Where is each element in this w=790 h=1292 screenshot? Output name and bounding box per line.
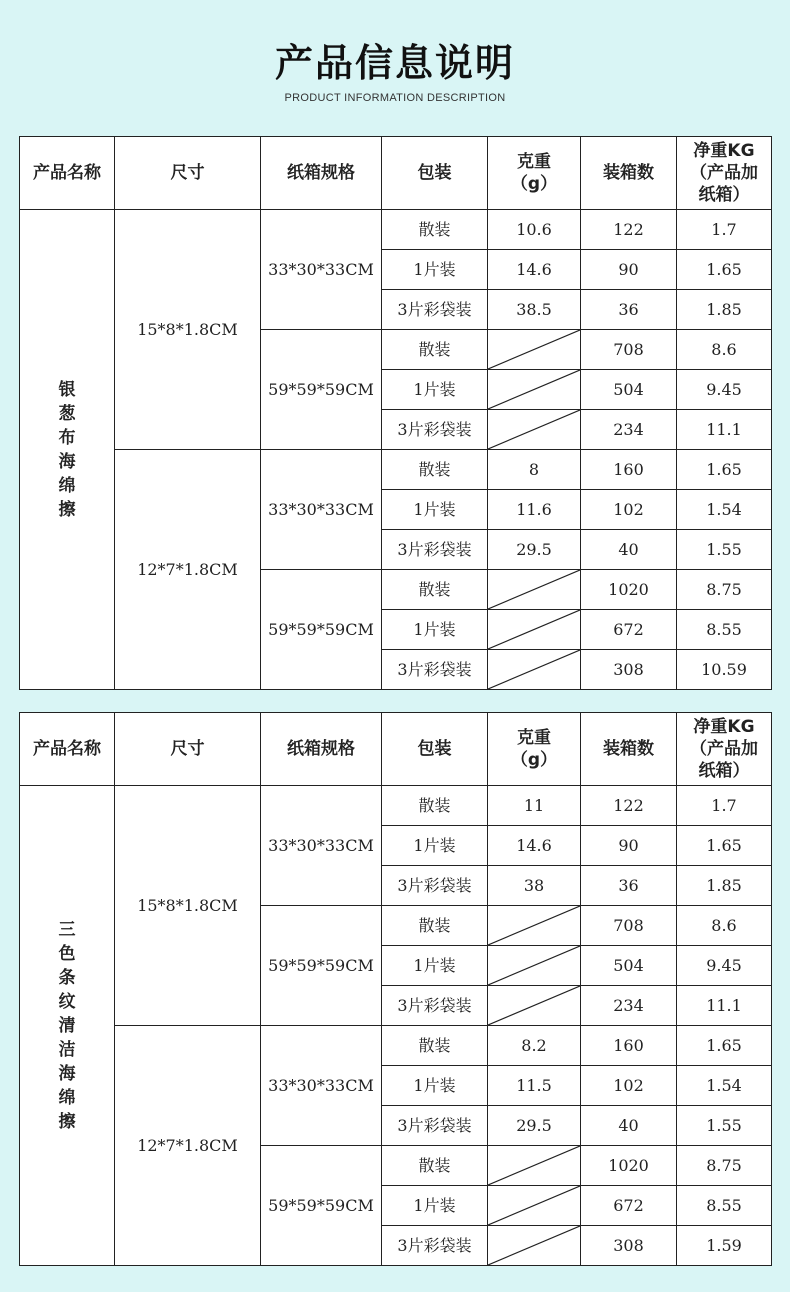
carton-spec-cell: 33*30*33CM bbox=[261, 1026, 382, 1146]
packing-cell: 3片彩袋装 bbox=[382, 650, 488, 690]
packing-cell: 散装 bbox=[382, 786, 488, 826]
header-product-name bbox=[20, 137, 115, 210]
carton-qty-cell: 708 bbox=[581, 906, 677, 946]
page-subtitle: PRODUCT INFORMATION DESCRIPTION bbox=[284, 92, 506, 104]
packing-cell: 散装 bbox=[382, 330, 488, 370]
size-cell: 12*7*1.8CM bbox=[115, 1026, 261, 1266]
weight-cell-empty bbox=[488, 410, 581, 450]
header-size-label: 尺寸 bbox=[170, 163, 205, 183]
header-row bbox=[20, 713, 772, 786]
header-packing-label: 包装 bbox=[417, 163, 452, 183]
weight-cell: 38 bbox=[488, 866, 581, 906]
packing-cell: 1片装 bbox=[382, 1066, 488, 1106]
header-weight-label: 克重（g） bbox=[510, 728, 558, 770]
diagonal-slash-icon bbox=[488, 946, 580, 985]
diagonal-slash-icon bbox=[488, 330, 580, 369]
product-name: 银葱布海绵擦 bbox=[58, 379, 76, 520]
packing-cell: 3片彩袋装 bbox=[382, 1226, 488, 1266]
header-carton-spec bbox=[261, 713, 382, 786]
diagonal-slash-icon bbox=[488, 370, 580, 409]
size-cell: 12*7*1.8CM bbox=[115, 450, 261, 690]
header-net-weight bbox=[677, 137, 772, 210]
carton-spec-cell: 33*30*33CM bbox=[261, 210, 382, 330]
net-weight-cell: 11.1 bbox=[677, 986, 772, 1026]
carton-qty-cell: 160 bbox=[581, 450, 677, 490]
carton-qty-cell: 504 bbox=[581, 946, 677, 986]
table-row bbox=[20, 210, 772, 250]
header-carton-spec-label: 纸箱规格 bbox=[287, 163, 355, 183]
carton-spec-cell: 33*30*33CM bbox=[261, 786, 382, 906]
carton-qty-cell: 36 bbox=[581, 290, 677, 330]
carton-qty-cell: 1020 bbox=[581, 1146, 677, 1186]
weight-cell: 8.2 bbox=[488, 1026, 581, 1066]
header-product-name-label: 产品名称 bbox=[33, 739, 101, 759]
net-weight-cell: 1.59 bbox=[677, 1226, 772, 1266]
diagonal-slash-icon bbox=[488, 610, 580, 649]
weight-cell: 10.6 bbox=[488, 210, 581, 250]
carton-qty-cell: 36 bbox=[581, 866, 677, 906]
weight-cell-empty bbox=[488, 986, 581, 1026]
net-weight-cell: 1.65 bbox=[677, 250, 772, 290]
size-cell: 15*8*1.8CM bbox=[115, 786, 261, 1026]
packing-cell: 散装 bbox=[382, 570, 488, 610]
net-weight-cell: 10.59 bbox=[677, 650, 772, 690]
net-weight-cell: 9.45 bbox=[677, 946, 772, 986]
carton-qty-cell: 308 bbox=[581, 650, 677, 690]
header-carton-qty-label: 装箱数 bbox=[603, 739, 654, 759]
carton-qty-cell: 234 bbox=[581, 410, 677, 450]
product-name-cell bbox=[20, 786, 115, 1266]
net-weight-cell: 8.55 bbox=[677, 1186, 772, 1226]
packing-cell: 3片彩袋装 bbox=[382, 290, 488, 330]
product-spec-table bbox=[19, 712, 772, 1266]
weight-cell: 29.5 bbox=[488, 1106, 581, 1146]
diagonal-slash-icon bbox=[488, 906, 580, 945]
header-weight bbox=[488, 137, 581, 210]
packing-cell: 1片装 bbox=[382, 490, 488, 530]
header-carton-qty bbox=[581, 713, 677, 786]
net-weight-cell: 8.6 bbox=[677, 330, 772, 370]
weight-cell: 8 bbox=[488, 450, 581, 490]
weight-cell-empty bbox=[488, 1226, 581, 1266]
table-row bbox=[20, 450, 772, 490]
diagonal-slash-icon bbox=[488, 570, 580, 609]
net-weight-cell: 1.7 bbox=[677, 210, 772, 250]
weight-cell: 29.5 bbox=[488, 530, 581, 570]
header-product-name-label: 产品名称 bbox=[33, 163, 101, 183]
carton-qty-cell: 1020 bbox=[581, 570, 677, 610]
weight-cell: 11.5 bbox=[488, 1066, 581, 1106]
header-net-weight bbox=[677, 713, 772, 786]
carton-qty-cell: 90 bbox=[581, 250, 677, 290]
carton-qty-cell: 40 bbox=[581, 1106, 677, 1146]
header-size-label: 尺寸 bbox=[170, 739, 205, 759]
packing-cell: 3片彩袋装 bbox=[382, 1106, 488, 1146]
weight-cell-empty bbox=[488, 370, 581, 410]
header-net-weight-label: 净重KG（产品加纸箱） bbox=[689, 717, 758, 781]
weight-cell-empty bbox=[488, 1186, 581, 1226]
net-weight-cell: 1.65 bbox=[677, 826, 772, 866]
carton-qty-cell: 308 bbox=[581, 1226, 677, 1266]
header-packing-label: 包装 bbox=[417, 739, 452, 759]
weight-cell: 11.6 bbox=[488, 490, 581, 530]
carton-spec-cell: 59*59*59CM bbox=[261, 906, 382, 1026]
weight-cell-empty bbox=[488, 946, 581, 986]
net-weight-cell: 11.1 bbox=[677, 410, 772, 450]
weight-cell: 11 bbox=[488, 786, 581, 826]
page-header bbox=[0, 0, 790, 104]
net-weight-cell: 1.65 bbox=[677, 1026, 772, 1066]
carton-qty-cell: 102 bbox=[581, 1066, 677, 1106]
packing-cell: 1片装 bbox=[382, 826, 488, 866]
diagonal-slash-icon bbox=[488, 410, 580, 449]
weight-cell-empty bbox=[488, 330, 581, 370]
carton-qty-cell: 708 bbox=[581, 330, 677, 370]
carton-spec-cell: 59*59*59CM bbox=[261, 570, 382, 690]
diagonal-slash-icon bbox=[488, 650, 580, 689]
packing-cell: 散装 bbox=[382, 1026, 488, 1066]
packing-cell: 3片彩袋装 bbox=[382, 530, 488, 570]
net-weight-cell: 1.55 bbox=[677, 1106, 772, 1146]
carton-spec-cell: 59*59*59CM bbox=[261, 1146, 382, 1266]
net-weight-cell: 1.65 bbox=[677, 450, 772, 490]
net-weight-cell: 8.75 bbox=[677, 1146, 772, 1186]
packing-cell: 1片装 bbox=[382, 1186, 488, 1226]
net-weight-cell: 1.85 bbox=[677, 290, 772, 330]
product-name-cell bbox=[20, 210, 115, 690]
net-weight-cell: 1.54 bbox=[677, 490, 772, 530]
table-row bbox=[20, 786, 772, 826]
packing-cell: 散装 bbox=[382, 210, 488, 250]
packing-cell: 散装 bbox=[382, 1146, 488, 1186]
carton-qty-cell: 90 bbox=[581, 826, 677, 866]
carton-qty-cell: 672 bbox=[581, 610, 677, 650]
header-size bbox=[115, 137, 261, 210]
packing-cell: 1片装 bbox=[382, 370, 488, 410]
net-weight-cell: 8.55 bbox=[677, 610, 772, 650]
carton-qty-cell: 102 bbox=[581, 490, 677, 530]
weight-cell-empty bbox=[488, 1146, 581, 1186]
table-row bbox=[20, 1026, 772, 1066]
weight-cell-empty bbox=[488, 650, 581, 690]
weight-cell-empty bbox=[488, 570, 581, 610]
packing-cell: 3片彩袋装 bbox=[382, 866, 488, 906]
carton-qty-cell: 122 bbox=[581, 210, 677, 250]
diagonal-slash-icon bbox=[488, 1186, 580, 1225]
header-carton-qty-label: 装箱数 bbox=[603, 163, 654, 183]
carton-qty-cell: 672 bbox=[581, 1186, 677, 1226]
header-size bbox=[115, 713, 261, 786]
carton-spec-cell: 59*59*59CM bbox=[261, 330, 382, 450]
weight-cell: 38.5 bbox=[488, 290, 581, 330]
packing-cell: 3片彩袋装 bbox=[382, 986, 488, 1026]
weight-cell-empty bbox=[488, 906, 581, 946]
header-carton-spec-label: 纸箱规格 bbox=[287, 739, 355, 759]
carton-qty-cell: 122 bbox=[581, 786, 677, 826]
header-product-name bbox=[20, 713, 115, 786]
carton-spec-cell: 33*30*33CM bbox=[261, 450, 382, 570]
net-weight-cell: 1.85 bbox=[677, 866, 772, 906]
packing-cell: 1片装 bbox=[382, 610, 488, 650]
header-weight-label: 克重（g） bbox=[510, 152, 558, 194]
carton-qty-cell: 40 bbox=[581, 530, 677, 570]
header-carton-qty bbox=[581, 137, 677, 210]
net-weight-cell: 8.75 bbox=[677, 570, 772, 610]
weight-cell: 14.6 bbox=[488, 250, 581, 290]
carton-qty-cell: 160 bbox=[581, 1026, 677, 1066]
weight-cell: 14.6 bbox=[488, 826, 581, 866]
page-title: 产品信息说明 bbox=[274, 41, 515, 85]
header-packing bbox=[382, 137, 488, 210]
net-weight-cell: 1.55 bbox=[677, 530, 772, 570]
size-cell: 15*8*1.8CM bbox=[115, 210, 261, 450]
weight-cell-empty bbox=[488, 610, 581, 650]
carton-qty-cell: 234 bbox=[581, 986, 677, 1026]
diagonal-slash-icon bbox=[488, 986, 580, 1025]
header-weight bbox=[488, 713, 581, 786]
header-packing bbox=[382, 713, 488, 786]
net-weight-cell: 1.54 bbox=[677, 1066, 772, 1106]
packing-cell: 1片装 bbox=[382, 946, 488, 986]
packing-cell: 散装 bbox=[382, 450, 488, 490]
diagonal-slash-icon bbox=[488, 1226, 580, 1265]
diagonal-slash-icon bbox=[488, 1146, 580, 1185]
packing-cell: 3片彩袋装 bbox=[382, 410, 488, 450]
header-carton-spec bbox=[261, 137, 382, 210]
product-spec-table bbox=[19, 136, 772, 690]
net-weight-cell: 8.6 bbox=[677, 906, 772, 946]
header-net-weight-label: 净重KG（产品加纸箱） bbox=[689, 141, 758, 205]
net-weight-cell: 1.7 bbox=[677, 786, 772, 826]
packing-cell: 散装 bbox=[382, 906, 488, 946]
header-row bbox=[20, 137, 772, 210]
carton-qty-cell: 504 bbox=[581, 370, 677, 410]
net-weight-cell: 9.45 bbox=[677, 370, 772, 410]
product-name: 三色条纹清洁海绵擦 bbox=[58, 919, 76, 1132]
packing-cell: 1片装 bbox=[382, 250, 488, 290]
